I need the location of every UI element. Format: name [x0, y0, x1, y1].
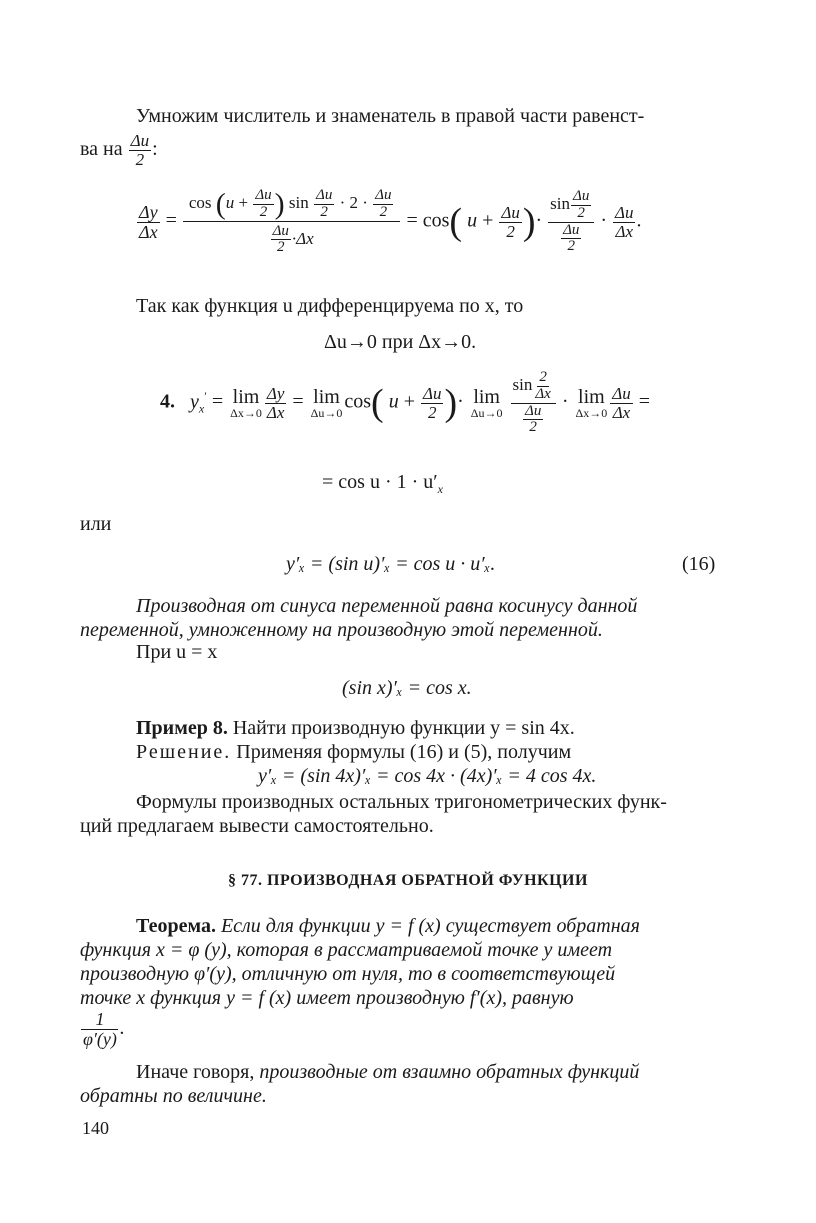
formula1-num-frac2-num: Δu [316, 187, 333, 203]
intro-frac-den: 2 [135, 149, 145, 169]
formula-step-4: 4. $y_x'$ = lim Δx→0 $\frac{\Delta y}{\Delta x}$ = lim Δu→0 cos( u + $\frac{\Delta u}{2}$ )· lim Δu→0 sin $\frac{2}{\Delta x}$ $\frac{\Delta u}{2}$ · lim Δx→0 $\frac{\Delta u}{\Delta x}$ = [160, 369, 650, 436]
step4-eq-end: = [638, 390, 650, 413]
formula1-den-frac-den: 2 [277, 239, 285, 256]
theorem-frac-num: 1 [81, 1010, 118, 1030]
formula1-lhs [137, 203, 160, 242]
theorem-line-1 [136, 914, 640, 938]
rule-line-1 [136, 594, 637, 618]
formula1-rhs-frac1 [499, 204, 521, 241]
intro-frac-num: Δu [130, 131, 150, 150]
formula1-den-frac-num: Δu [272, 222, 289, 239]
step4-sin-arg-den: Δx [535, 385, 551, 402]
formula1-num-frac2-den: 2 [320, 203, 328, 220]
step4-eq1: = [211, 390, 224, 413]
step4-frac-dy-dx [265, 385, 287, 422]
formula1-lhs-num: Δy [139, 201, 158, 222]
formula1-rhs-frac2-den: Δx [615, 221, 633, 241]
step4-dot2: · [561, 390, 569, 413]
step4-lim4-word: lim [578, 386, 605, 408]
otherwise-line-1 [136, 1060, 639, 1084]
formula1-rhs-sin-arg [571, 189, 591, 222]
step4-lim2-sub: Δu→0 [310, 406, 343, 420]
sinx-formula [342, 676, 472, 700]
differentiability-text: Так как функция u дифференцируема по x, то [136, 295, 524, 317]
formula1-num-u: u [225, 193, 235, 213]
sinx-formula-text: (sin x)′ₓ = cos x. [342, 677, 472, 699]
theorem-text-1: Если для функции y = f (x) существует обратная [220, 915, 640, 937]
formula1-rhs-sinfrac-den-den: 2 [567, 238, 575, 255]
solution-line [136, 740, 571, 764]
step4-lim1 [230, 387, 262, 419]
formula1-rhs-sinfrac-den-num: Δu [563, 221, 580, 238]
formula1-rhs-sin-arg-den: 2 [577, 204, 585, 221]
step4-frac-du-dx [610, 385, 632, 422]
formula-derivation-1: $\frac{\Delta y}{\Delta x}$ = cos (u + $\frac{\Delta u}{2}$ ) sin $\frac{\Delta u}{2}$ · 2 · $\frac{\Delta u}{2}$ $\frac{\Delta u}{2}$ ·Δx = cos( u + $\frac{\Delta u}{2}$ )· sin $\frac{\Delta u}{2}$ $\frac{\Delta u}{2}$ · $\frac{\Delta u}{\Delta x}$ . [139, 187, 642, 256]
step4-frac-du-dx-num: Δu [612, 383, 631, 403]
theorem-frac-den: φ′(y) [83, 1028, 117, 1049]
formula1-den-dx: ·Δx [291, 228, 314, 248]
limit-condition-text: Δu→0 при Δx→0. [324, 331, 477, 353]
example-label: Пример 8. [136, 717, 228, 739]
step4-y-sub: x [198, 401, 205, 416]
step4-result-text: = cos u · 1 · u′ [322, 471, 438, 493]
theorem-line-4 [80, 986, 574, 1010]
solution-text: Применяя формулы (16) и (5), получим [236, 741, 572, 763]
intro-line-2 [80, 132, 158, 169]
step4-y-prime: ′ [204, 388, 207, 403]
solution-formula [258, 764, 596, 788]
step4-lim4 [576, 387, 608, 419]
step4-result-sub: x [437, 482, 443, 496]
theorem-line-3 [80, 962, 615, 986]
intro-fraction [129, 132, 151, 169]
step4-sin-arg-num: 2 [539, 369, 547, 385]
step4-lim1-sub: Δx→0 [230, 406, 262, 420]
formula1-big-num: cos (u + $\frac{\Delta u}{2}$ ) sin $\frac{\Delta u}{2}$ · 2 · $\frac{\Delta u}{2}$ [183, 188, 401, 222]
rule-text-1: Производная от синуса переменной равна косинусу данной [136, 595, 638, 617]
theorem-label: Теорема. [136, 915, 216, 937]
step4-sin-den-den: 2 [529, 419, 537, 436]
formulas-line-2 [80, 814, 434, 838]
formula1-num-cos: cos [188, 193, 212, 213]
otherwise-line-2 [80, 1084, 267, 1108]
step4-lim2-word: lim [313, 386, 340, 408]
step4-dot1: · [457, 390, 464, 413]
step4-lim1-word: lim [232, 386, 260, 408]
step4-frac-du-dx-den: Δx [612, 402, 631, 422]
step4-eq2: = [292, 390, 304, 413]
formula1-num-frac1-den: 2 [259, 203, 268, 220]
formula1-rhs-plus: + [482, 209, 494, 232]
formula1-lhs-den: Δx [139, 221, 158, 242]
theorem-end: . [119, 1016, 125, 1039]
intro-line-1 [136, 104, 720, 128]
formula1-rhs-u: u [467, 209, 478, 232]
step4-lim3-sub: Δu→0 [470, 406, 503, 420]
step4-sin-den-num: Δu [525, 402, 542, 419]
step4-cos: cos [344, 390, 372, 413]
formula1-num-frac1-num: Δu [255, 187, 272, 203]
formula1-rhs-end: . [636, 209, 642, 232]
formula1-eq2: = [406, 209, 418, 232]
step4-u: u [388, 390, 399, 413]
formula1-rhs-sin: sin [550, 194, 571, 214]
step4-sin-arg [533, 370, 552, 403]
rule-line-2 [80, 618, 603, 642]
theorem-frac [81, 1010, 119, 1049]
formula-16-text: y′ₓ = (sin u)′ₓ = cos u · u′ₓ. [286, 553, 496, 575]
formula1-rhs-dot2: · [600, 209, 607, 232]
step4-sin: sin [512, 375, 533, 395]
step4-frac-du-2 [421, 385, 443, 422]
formula1-rhs-frac2-num: Δu [615, 202, 634, 222]
formula1-big-fraction [183, 188, 401, 256]
formula1-rhs-sinfrac-den [558, 223, 584, 256]
otherwise-text-1: производные от взаимно обратных функций [259, 1061, 640, 1083]
step4-sin-fraction-num [511, 370, 556, 404]
example-text: Найти производную функции y = sin 4x. [232, 717, 575, 739]
intro-colon: : [152, 137, 158, 160]
formulas-text-2: ций предлагаем вывести самостоятельно. [80, 815, 434, 837]
step4-sin-fraction [511, 370, 556, 436]
step4-frac-dy: Δy [266, 383, 285, 403]
step4-lim3-word: lim [473, 386, 500, 408]
formula-16 [286, 552, 495, 576]
page-number: 140 [82, 1118, 109, 1138]
formula1-rhs-sinfrac-den-frac [561, 223, 581, 256]
otherwise-text-2: обратны по величине. [80, 1085, 267, 1107]
step4-y: y [190, 390, 199, 413]
step4-lim4-sub: Δx→0 [575, 406, 608, 420]
formula1-den-frac [271, 224, 291, 257]
step4-label: 4. [160, 390, 175, 413]
formula1-rhs-sin-arg-num: Δu [573, 188, 590, 204]
formula1-num-frac3-den: 2 [379, 203, 388, 220]
formula1-rhs-sinfrac-num [548, 189, 594, 223]
intro-text-2: ва на [80, 137, 123, 160]
theorem-text-3: производную φ′(y), отличную от нуля, то в соответствующей [80, 963, 616, 985]
formula1-rhs-cos: cos [422, 209, 450, 232]
theorem-text-2: функция x = φ (y), которая в рассматриваемой точке y имеет [80, 939, 613, 961]
ili-text: или [80, 513, 112, 535]
step4-lim2 [311, 387, 343, 419]
formulas-line-1 [136, 790, 667, 814]
formula-16-number [682, 552, 715, 576]
theorem-fraction [80, 1010, 125, 1058]
rule-text-2: переменной, умноженному на производную этой переменной. [80, 619, 603, 641]
formula1-num-frac2 [314, 188, 334, 221]
limit-condition-line [324, 330, 476, 354]
intro-text-1: Умножим числитель и знаменатель в правой части равенст- [136, 105, 645, 127]
formula1-rhs-frac1-num: Δu [501, 202, 520, 222]
example-line [136, 716, 575, 740]
formula1-big-den [268, 222, 316, 257]
formulas-text-1: Формулы производных остальных тригонометрических функ- [136, 791, 667, 813]
formula1-num-frac3 [373, 188, 393, 221]
solution-formula-text: y′ₓ = (sin 4x)′ₓ = cos 4x · (4x)′ₓ = 4 cos 4x. [258, 765, 597, 787]
step4-frac-dx: Δx [266, 402, 285, 422]
step4-plus: + [403, 390, 415, 413]
formula1-eq: = [165, 209, 177, 232]
step4-result-line [322, 470, 443, 501]
formula1-rhs-sinfrac [548, 189, 594, 255]
ili-line [80, 512, 111, 536]
formula1-num-sin: sin [288, 193, 309, 213]
formula1-num-frac3-num: Δu [375, 187, 392, 203]
theorem-text-4: точке x функция y = f (x) имеет производную f′(x), равную [80, 987, 574, 1009]
formula-16-number-text: (16) [682, 553, 716, 575]
pri-line [136, 640, 217, 664]
solution-label: Решение. [136, 741, 232, 763]
pri-text: При u = x [136, 641, 218, 663]
step4-frac-du: Δu [422, 383, 442, 403]
formula1-num-plus: + [238, 193, 249, 213]
formula1-rhs-frac2 [613, 204, 635, 241]
formula1-num-dot2: · 2 · [339, 193, 368, 213]
formula1-num-frac1 [253, 188, 273, 221]
step4-frac-2: 2 [427, 402, 437, 422]
differentiability-line [136, 294, 523, 318]
step4-sin-fraction-den [520, 404, 546, 437]
step4-lim3 [471, 387, 503, 419]
theorem-line-2 [80, 938, 612, 962]
step4-sin-den-frac [523, 404, 543, 437]
otherwise-lead: Иначе говоря, [136, 1061, 255, 1083]
formula1-rhs-frac1-den: 2 [506, 221, 515, 241]
section-heading: § 77. ПРОИЗВОДНАЯ ОБРАТНОЙ ФУНКЦИИ [228, 872, 588, 889]
formula1-rhs-dot1: · [535, 209, 543, 232]
